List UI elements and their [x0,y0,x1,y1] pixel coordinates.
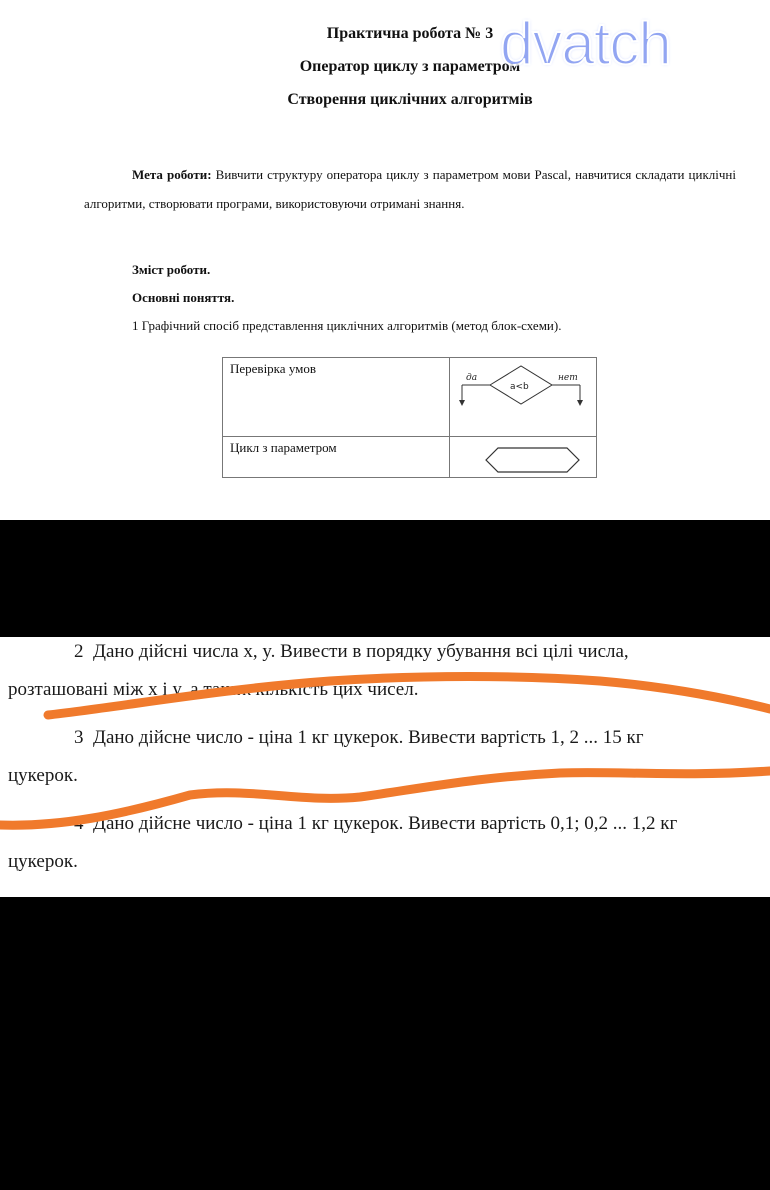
goal-label: Мета роботи: [132,167,212,182]
task-2-number: 2 [74,641,84,662]
task-4 [8,805,770,881]
basics-heading: Основні поняття. [132,290,235,305]
task-4-line1: Дано дійсне число - ціна 1 кг цукерок. Вивести вартість 0,1; 0,2 ... 1,2 кг [93,813,678,834]
row-condition-label: Перевірка умов [230,361,317,376]
work-title: Практична робота № 3 [326,25,494,42]
work-topic: Оператор циклу з параметром [299,58,521,75]
task-3-number: 3 [74,727,84,748]
loop-hexagon-symbol [486,448,579,472]
document-page-top [0,0,770,520]
task-2 [8,637,770,709]
point-1-text: 1 Графічний спосіб представлення циклічних алгоритмів (метод блок-схеми). [132,318,562,333]
decision-diamond-symbol [459,366,583,406]
no-branch-label: нет [558,373,578,383]
goal-paragraph [84,160,736,218]
flowchart-symbols [450,358,597,477]
task-2-line1: Дано дійсні числа x, y. Вивести в порядку убування всі цілі числа, [93,641,629,662]
goal-text: Вивчити структуру оператора циклу з параметром мови Pascal, навчитися складати циклічні алгоритми, створювати програми, використовуючи отримані знання. [84,167,736,211]
content-heading: Зміст роботи. [132,262,211,277]
work-subtitle: Створення циклічних алгоритмів [287,91,533,108]
flowchart-symbols-table [222,357,597,478]
document-page-bottom [0,637,770,897]
task-3-line1: Дано дійсне число - ціна 1 кг цукерок. Вивести вартість 1, 2 ... 15 кг [93,727,644,748]
yes-branch-label: да [466,373,478,383]
watermark-logo: dvatch [500,10,671,77]
task-3-line2: цукерок. [8,765,78,786]
row-loop-label: Цикл з параметром [230,440,337,455]
task-4-number: 4 [74,813,84,834]
task-2-line2: розташовані між x і y, а також кількість цих чисел. [8,679,419,700]
task-4-line2: цукерок. [8,851,78,872]
task-3 [8,719,770,795]
condition-text: a<b [510,382,529,392]
